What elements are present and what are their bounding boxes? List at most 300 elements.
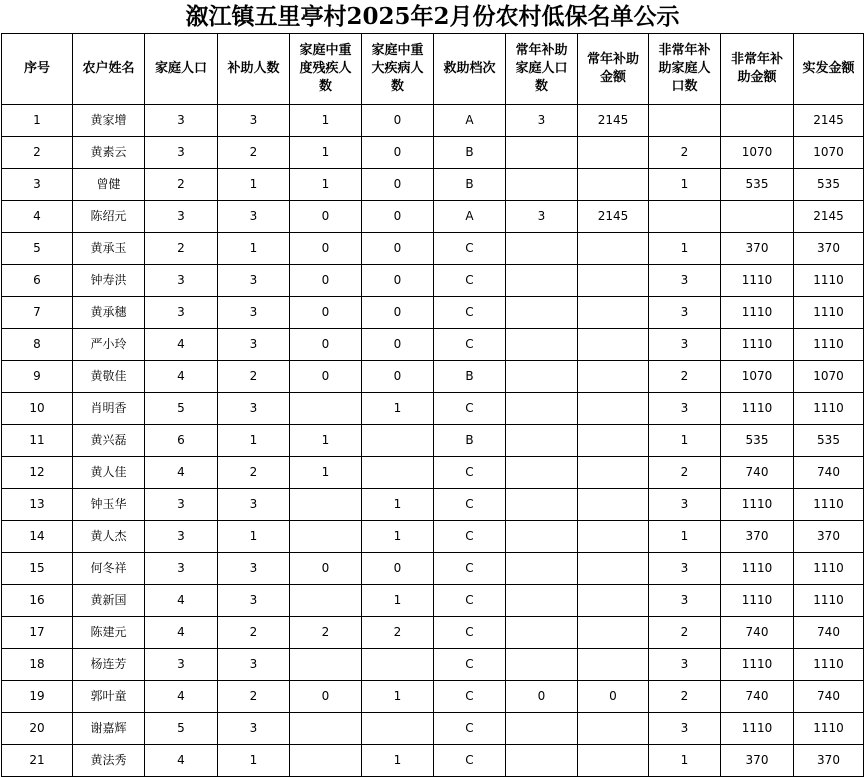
table-cell: [578, 521, 649, 553]
table-cell: 370: [721, 521, 794, 553]
table-cell: 1110: [794, 489, 864, 521]
table-cell: C: [434, 297, 506, 329]
table-row: [2, 105, 864, 137]
table-cell: 3: [649, 713, 721, 745]
table-cell: 535: [794, 169, 864, 201]
table-header-row: [2, 34, 864, 105]
table-cell: 1070: [794, 361, 864, 393]
table-cell: 陈建元: [73, 617, 145, 649]
column-header: [506, 34, 578, 105]
table-row: [2, 297, 864, 329]
table-row: [2, 681, 864, 713]
table-cell: 3: [218, 329, 290, 361]
table-cell: 2145: [578, 105, 649, 137]
table-cell: 13: [2, 489, 73, 521]
table-cell: 15: [2, 553, 73, 585]
table-cell: [578, 361, 649, 393]
table-cell: 1070: [721, 137, 794, 169]
table-cell: 20: [2, 713, 73, 745]
table-cell: 740: [721, 617, 794, 649]
table-cell: 3: [2, 169, 73, 201]
column-header: [362, 34, 434, 105]
table-cell: 1: [218, 233, 290, 265]
table-cell: 19: [2, 681, 73, 713]
table-cell: [362, 425, 434, 457]
table-cell: 2: [649, 137, 721, 169]
table-row: [2, 137, 864, 169]
table-cell: 3: [218, 553, 290, 585]
table-cell: [290, 713, 362, 745]
table-cell: 钟寿洪: [73, 265, 145, 297]
column-header-label: 家庭中重度残疾人数: [299, 43, 352, 94]
table-cell: 黄新国: [73, 585, 145, 617]
table-row: [2, 393, 864, 425]
table-cell: 钟玉华: [73, 489, 145, 521]
table-cell: 3: [145, 489, 218, 521]
table-cell: 740: [794, 681, 864, 713]
table-cell: 陈绍元: [73, 201, 145, 233]
table-cell: 21: [2, 745, 73, 777]
table-cell: 黄敬佳: [73, 361, 145, 393]
subsidy-table: [1, 33, 864, 777]
table-cell: 1110: [721, 713, 794, 745]
table-cell: 370: [721, 745, 794, 777]
table-row: [2, 553, 864, 585]
table-cell: [506, 649, 578, 681]
table-cell: 1: [290, 105, 362, 137]
table-cell: 3: [145, 137, 218, 169]
table-cell: [362, 649, 434, 681]
table-cell: 黄素云: [73, 137, 145, 169]
table-cell: 1: [218, 745, 290, 777]
column-header: [290, 34, 362, 105]
table-cell: 3: [649, 553, 721, 585]
table-cell: C: [434, 265, 506, 297]
table-cell: C: [434, 713, 506, 745]
table-cell: [506, 329, 578, 361]
table-cell: 0: [362, 105, 434, 137]
table-cell: 0: [290, 201, 362, 233]
table-cell: 1: [218, 521, 290, 553]
table-cell: C: [434, 393, 506, 425]
table-cell: 0: [578, 681, 649, 713]
table-cell: [290, 649, 362, 681]
table-cell: [578, 457, 649, 489]
table-cell: C: [434, 585, 506, 617]
table-cell: C: [434, 521, 506, 553]
table-cell: C: [434, 617, 506, 649]
table-cell: [506, 617, 578, 649]
table-cell: 1070: [721, 361, 794, 393]
table-cell: [578, 425, 649, 457]
table-cell: 2: [145, 233, 218, 265]
table-cell: 3: [649, 649, 721, 681]
table-cell: 黄人杰: [73, 521, 145, 553]
table-cell: 3: [649, 265, 721, 297]
column-header-label: 实发金额: [802, 61, 855, 76]
table-cell: 8: [2, 329, 73, 361]
table-cell: 2145: [794, 201, 864, 233]
table-cell: 370: [721, 233, 794, 265]
table-cell: 14: [2, 521, 73, 553]
table-cell: 3: [145, 265, 218, 297]
table-cell: [290, 521, 362, 553]
table-cell: [506, 425, 578, 457]
table-cell: [578, 553, 649, 585]
table-cell: 2: [145, 169, 218, 201]
table-cell: 16: [2, 585, 73, 617]
table-cell: [578, 585, 649, 617]
page-title: 溆江镇五里亭村2025年2月份农村低保名单公示: [185, 3, 680, 30]
table-cell: 1: [362, 393, 434, 425]
column-header-label: 序号: [23, 61, 50, 76]
table-cell: 3: [218, 713, 290, 745]
table-cell: 1: [649, 233, 721, 265]
table-cell: 4: [145, 681, 218, 713]
table-cell: [290, 489, 362, 521]
table-cell: 2: [218, 681, 290, 713]
table-cell: 1110: [794, 649, 864, 681]
table-cell: 1110: [794, 713, 864, 745]
table-cell: 0: [290, 297, 362, 329]
table-cell: 1: [362, 745, 434, 777]
table-cell: [649, 201, 721, 233]
table-cell: 1110: [721, 489, 794, 521]
table-cell: 杨连芳: [73, 649, 145, 681]
table-cell: 何冬祥: [73, 553, 145, 585]
column-header-label: 常年补助金额: [586, 52, 639, 85]
table-cell: 4: [2, 201, 73, 233]
table-cell: 1110: [721, 297, 794, 329]
table-cell: 0: [362, 329, 434, 361]
table-cell: 3: [145, 521, 218, 553]
table-cell: 1: [218, 425, 290, 457]
table-cell: 1110: [794, 265, 864, 297]
table-cell: 4: [145, 617, 218, 649]
table-cell: [578, 649, 649, 681]
column-header: [649, 34, 721, 105]
table-cell: 2: [218, 457, 290, 489]
table-cell: 3: [649, 585, 721, 617]
table-cell: 曾健: [73, 169, 145, 201]
table-cell: 3: [506, 201, 578, 233]
table-body: [2, 105, 864, 777]
table-row: [2, 489, 864, 521]
table-cell: 1070: [794, 137, 864, 169]
column-header-label: 家庭中重大疾病人数: [371, 43, 424, 94]
table-cell: [578, 137, 649, 169]
table-cell: [506, 265, 578, 297]
table-cell: [578, 713, 649, 745]
table-cell: 1110: [794, 329, 864, 361]
table-cell: [290, 585, 362, 617]
table-cell: 3: [145, 297, 218, 329]
table-cell: 3: [145, 105, 218, 137]
table-cell: 1: [218, 169, 290, 201]
table-cell: 1: [362, 521, 434, 553]
table-cell: [506, 553, 578, 585]
table-cell: 2: [649, 681, 721, 713]
table-cell: [649, 105, 721, 137]
table-cell: [506, 713, 578, 745]
table-cell: [578, 265, 649, 297]
table-cell: [362, 713, 434, 745]
table-cell: 1: [290, 425, 362, 457]
table-cell: 肖明香: [73, 393, 145, 425]
table-cell: 1110: [721, 329, 794, 361]
table-cell: 黄承玉: [73, 233, 145, 265]
table-cell: [362, 457, 434, 489]
table-cell: [578, 169, 649, 201]
table-cell: A: [434, 105, 506, 137]
table-cell: 1110: [721, 585, 794, 617]
column-header-label: 农户姓名: [82, 61, 135, 76]
table-row: [2, 201, 864, 233]
table-cell: 6: [2, 265, 73, 297]
table-cell: 3: [649, 297, 721, 329]
table-cell: 18: [2, 649, 73, 681]
table-cell: 0: [362, 265, 434, 297]
table-cell: 9: [2, 361, 73, 393]
table-row: [2, 233, 864, 265]
table-cell: 1110: [794, 393, 864, 425]
column-header-label: 非常年补助家庭人口数: [658, 43, 711, 94]
table-cell: 10: [2, 393, 73, 425]
table-cell: 535: [721, 425, 794, 457]
table-cell: [578, 329, 649, 361]
table-cell: 2145: [794, 105, 864, 137]
table-cell: 535: [721, 169, 794, 201]
table-cell: B: [434, 137, 506, 169]
table-cell: 0: [362, 297, 434, 329]
table-cell: 2: [218, 617, 290, 649]
table-row: [2, 329, 864, 361]
column-header: [218, 34, 290, 105]
table-cell: 1: [362, 585, 434, 617]
table-cell: 1: [290, 457, 362, 489]
table-cell: 3: [649, 329, 721, 361]
column-header-label: 家庭人口: [154, 61, 207, 76]
table-cell: 郭叶童: [73, 681, 145, 713]
table-cell: [506, 169, 578, 201]
table-cell: B: [434, 361, 506, 393]
table-cell: 6: [145, 425, 218, 457]
table-row: [2, 265, 864, 297]
column-header: [145, 34, 218, 105]
table-cell: [506, 137, 578, 169]
table-cell: 3: [218, 393, 290, 425]
table-cell: 4: [145, 585, 218, 617]
table-row: [2, 521, 864, 553]
table-cell: [578, 489, 649, 521]
table-cell: 0: [290, 681, 362, 713]
table-cell: 1110: [721, 649, 794, 681]
table-cell: [506, 297, 578, 329]
column-header-label: 补助人数: [227, 61, 280, 76]
table-cell: 2: [362, 617, 434, 649]
table-cell: [506, 521, 578, 553]
table-cell: C: [434, 553, 506, 585]
table-cell: 4: [145, 745, 218, 777]
table-cell: 3: [218, 105, 290, 137]
table-cell: 0: [362, 361, 434, 393]
table-cell: [506, 585, 578, 617]
table-cell: 1110: [794, 553, 864, 585]
table-cell: [506, 457, 578, 489]
table-cell: C: [434, 745, 506, 777]
table-cell: 7: [2, 297, 73, 329]
table-cell: 4: [145, 329, 218, 361]
table-row: [2, 361, 864, 393]
table-cell: 0: [362, 553, 434, 585]
table-cell: C: [434, 233, 506, 265]
table-row: [2, 585, 864, 617]
table-cell: 黄承穗: [73, 297, 145, 329]
table-cell: 2: [2, 137, 73, 169]
table-cell: 17: [2, 617, 73, 649]
table-cell: 0: [290, 361, 362, 393]
table-cell: [506, 745, 578, 777]
table-cell: C: [434, 457, 506, 489]
table-row: [2, 713, 864, 745]
table-cell: 黄家增: [73, 105, 145, 137]
column-header: [2, 34, 73, 105]
table-cell: 3: [506, 105, 578, 137]
table-cell: 3: [145, 649, 218, 681]
table-cell: [578, 393, 649, 425]
table-cell: C: [434, 489, 506, 521]
table-cell: 370: [794, 233, 864, 265]
column-header-label: 非常年补助金额: [730, 52, 783, 85]
table-cell: 5: [145, 393, 218, 425]
table-cell: 1110: [721, 393, 794, 425]
table-cell: 0: [290, 329, 362, 361]
table-cell: 1110: [794, 297, 864, 329]
column-header: [721, 34, 794, 105]
table-cell: 3: [649, 393, 721, 425]
table-cell: 3: [218, 297, 290, 329]
table-cell: 1: [362, 681, 434, 713]
table-cell: 2: [649, 361, 721, 393]
table-cell: [578, 297, 649, 329]
table-row: [2, 457, 864, 489]
table-cell: 740: [794, 617, 864, 649]
table-cell: 1: [649, 521, 721, 553]
table-cell: 1: [290, 169, 362, 201]
column-header: [434, 34, 506, 105]
table-cell: 1: [649, 425, 721, 457]
table-cell: 535: [794, 425, 864, 457]
table-cell: 0: [362, 169, 434, 201]
table-cell: [506, 489, 578, 521]
table-cell: [721, 201, 794, 233]
table-cell: [721, 105, 794, 137]
table-cell: [578, 745, 649, 777]
column-header-label: 救助档次: [443, 61, 496, 76]
table-cell: 740: [721, 457, 794, 489]
table-cell: 1: [290, 137, 362, 169]
table-cell: [578, 233, 649, 265]
table-row: [2, 745, 864, 777]
table-cell: [506, 393, 578, 425]
table-row: [2, 425, 864, 457]
table-cell: [290, 745, 362, 777]
table-cell: 1110: [794, 585, 864, 617]
table-cell: 3: [218, 265, 290, 297]
table-cell: 0: [362, 233, 434, 265]
table-cell: 2: [218, 361, 290, 393]
table-cell: B: [434, 169, 506, 201]
table-cell: 4: [145, 457, 218, 489]
table-cell: 3: [145, 553, 218, 585]
column-header: [73, 34, 145, 105]
table-cell: 1110: [721, 553, 794, 585]
table-cell: 2: [649, 457, 721, 489]
table-cell: B: [434, 425, 506, 457]
table-cell: 5: [145, 713, 218, 745]
table-row: [2, 649, 864, 681]
table-cell: 黄兴磊: [73, 425, 145, 457]
table-cell: 1: [362, 489, 434, 521]
table-cell: 0: [290, 233, 362, 265]
table-cell: 2145: [578, 201, 649, 233]
table-cell: 2: [649, 617, 721, 649]
table-cell: C: [434, 649, 506, 681]
table-cell: [290, 393, 362, 425]
table-cell: 0: [290, 265, 362, 297]
table-cell: 1: [649, 745, 721, 777]
table-cell: 0: [362, 201, 434, 233]
table-cell: 1110: [721, 265, 794, 297]
table-cell: 3: [649, 489, 721, 521]
table-cell: 严小玲: [73, 329, 145, 361]
table-cell: 3: [218, 489, 290, 521]
table-cell: 370: [794, 745, 864, 777]
table-cell: 370: [794, 521, 864, 553]
table-cell: 740: [721, 681, 794, 713]
table-cell: 5: [2, 233, 73, 265]
table-cell: 0: [362, 137, 434, 169]
table-cell: C: [434, 329, 506, 361]
table-cell: 1: [649, 169, 721, 201]
table-cell: [506, 233, 578, 265]
table-cell: 2: [290, 617, 362, 649]
table-cell: 3: [218, 585, 290, 617]
table-cell: C: [434, 681, 506, 713]
table-cell: 4: [145, 361, 218, 393]
table-row: [2, 169, 864, 201]
column-header: [578, 34, 649, 105]
table-cell: 11: [2, 425, 73, 457]
table-cell: A: [434, 201, 506, 233]
table-cell: 740: [794, 457, 864, 489]
table-cell: 谢嘉辉: [73, 713, 145, 745]
column-header: [794, 34, 864, 105]
table-cell: 3: [145, 201, 218, 233]
table-cell: 3: [218, 649, 290, 681]
table-row: [2, 617, 864, 649]
table-cell: 0: [506, 681, 578, 713]
table-cell: 12: [2, 457, 73, 489]
column-header-label: 常年补助家庭人口数: [515, 43, 568, 94]
table-cell: 黄人佳: [73, 457, 145, 489]
table-cell: 2: [218, 137, 290, 169]
table-cell: 0: [290, 553, 362, 585]
table-cell: 3: [218, 201, 290, 233]
table-cell: 1: [2, 105, 73, 137]
table-cell: 黄法秀: [73, 745, 145, 777]
table-cell: [506, 361, 578, 393]
